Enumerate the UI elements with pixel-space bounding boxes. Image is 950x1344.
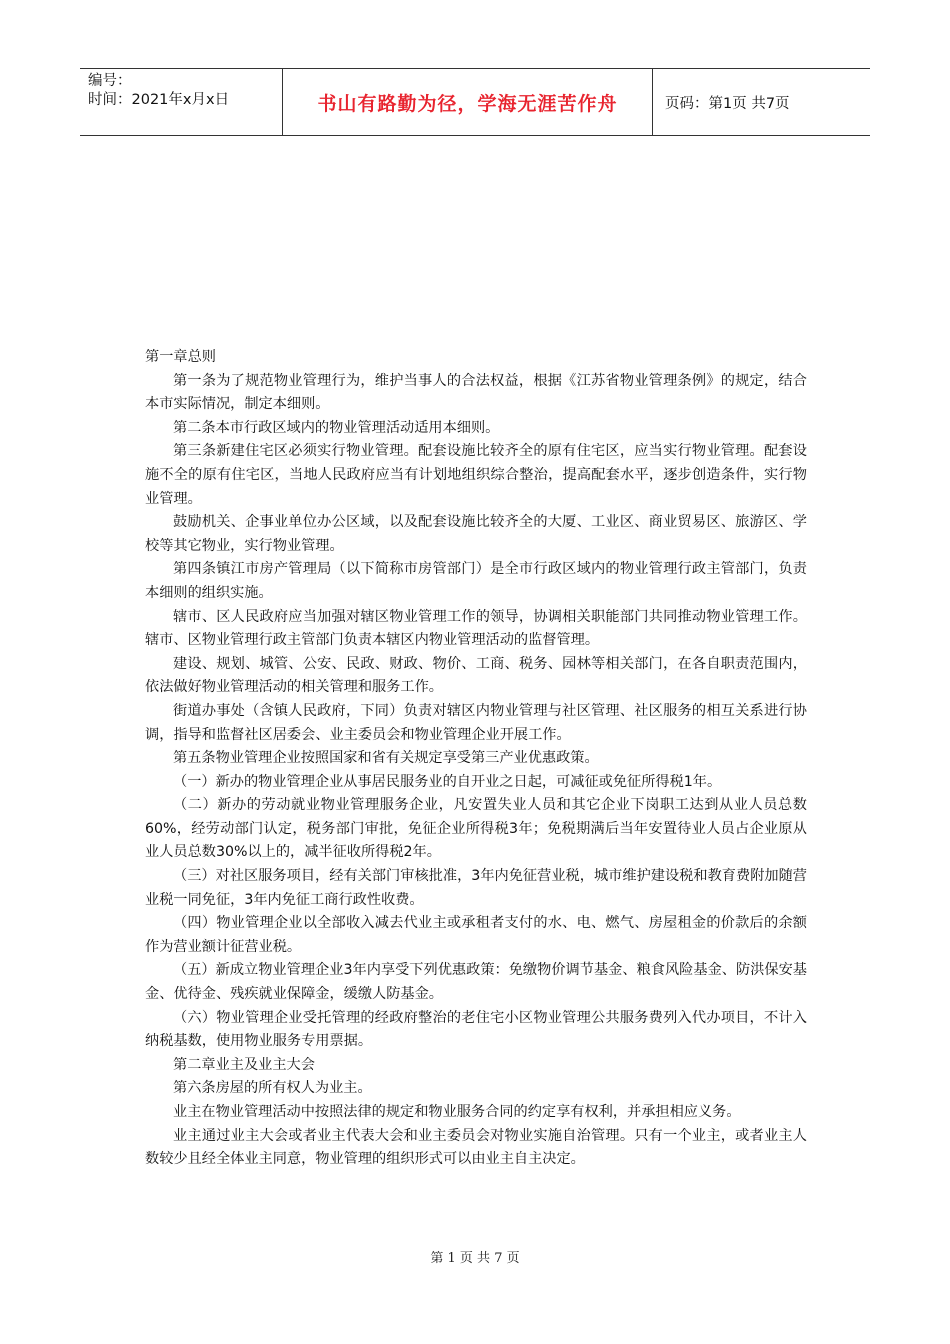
body-paragraph: 建设、规划、城管、公安、民政、财政、物价、工商、税务、园林等相关部门，在各自职责范围内，依法做好物业管理活动的相关管理和服务工作。 <box>145 655 807 696</box>
body-paragraph: 第二章业主及业主大会 <box>173 1056 315 1073</box>
body-paragraph: （二）新办的劳动就业物业管理服务企业，凡安置失业人员和其它企业下岗职工达到从业人员总数60%，经劳动部门认定，税务部门审批，免征企业所得税3年；免税期满后当年安置待业人员占企业原从业人员总数30%以上的，减半征收所得税2年。 <box>145 797 807 861</box>
body-paragraph: （三）对社区服务项目，经有关部门审核批准，3年内免征营业税，城市维护建设税和教育费附加随营业税一同免征，3年内免征工商行政性收费。 <box>145 868 807 908</box>
body-paragraph: 辖市、区人民政府应当加强对辖区物业管理工作的领导，协调相关职能部门共同推动物业管理工作。辖市、区物业管理行政主管部门负责本辖区内物业管理活动的监督管理。 <box>145 608 807 649</box>
body-paragraph: 第六条房屋的所有权人为业主。 <box>173 1080 372 1097</box>
page-header <box>80 68 870 136</box>
body-paragraph: （六）物业管理企业受托管理的经政府整治的老住宅小区物业管理公共服务费列入代办项目，不计入纳税基数，使用物业服务专用票据。 <box>145 1009 807 1050</box>
document-date: 时间：2021年x月x日 <box>88 92 230 108</box>
page-footer: 第 1 页 共 7 页 <box>430 1251 520 1266</box>
body-paragraph: 鼓励机关、企事业单位办公区域，以及配套设施比较齐全的大厦、工业区、商业贸易区、旅游区、学校等其它物业，实行物业管理。 <box>145 514 807 554</box>
body-paragraph: （一）新办的物业管理企业从事居民服务业的自开业之日起，可减征或免征所得税1年。 <box>173 773 722 790</box>
header-motto: 书山有路勤为径，学海无涯苦作舟 <box>283 69 653 135</box>
body-paragraph: 街道办事处（含镇人民政府，下同）负责对辖区内物业管理与社区管理、社区服务的相互关系进行协调，指导和监督社区居委会、业主委员会和物业管理企业开展工作。 <box>145 702 807 743</box>
header-meta <box>80 69 283 135</box>
body-paragraph: 业主通过业主大会或者业主代表大会和业主委员会对物业实施自治管理。只有一个业主，或者业主人数较少且经全体业主同意，物业管理的组织形式可以由业主自主决定。 <box>145 1127 807 1168</box>
document-number: 编号： <box>88 73 132 89</box>
body-paragraph: 第三条新建住宅区必须实行物业管理。配套设施比较齐全的原有住宅区，应当实行物业管理。配套设施不全的原有住宅区，当地人民政府应当有计划地组织综合整治，提高配套水平，逐步创造条件，实行物业管理。 <box>145 443 807 507</box>
body-paragraph: 第一章总则 <box>145 349 216 365</box>
body-paragraph: （四）物业管理企业以全部收入减去代业主或承租者支付的水、电、燃气、房屋租金的价款后的余额作为营业额计征营业税。 <box>145 915 807 955</box>
body-paragraph: 第二条本市行政区域内的物业管理活动适用本细则。 <box>173 419 500 436</box>
body-paragraph: 业主在物业管理活动中按照法律的规定和物业服务合同的约定享有权利，并承担相应义务。 <box>173 1104 741 1120</box>
header-page-info: 页码：第1页 共7页 <box>665 95 790 112</box>
document-body <box>145 346 807 1172</box>
body-paragraph: 第四条镇江市房产管理局（以下简称市房管部门）是全市行政区域内的物业管理行政主管部门，负责本细则的组织实施。 <box>145 561 807 601</box>
body-paragraph: （五）新成立物业管理企业3年内享受下列优惠政策：免缴物价调节基金、粮食风险基金、防洪保安基金、优待金、残疾就业保障金，缓缴人防基金。 <box>145 962 807 1003</box>
body-paragraph: 第五条物业管理企业按照国家和省有关规定享受第三产业优惠政策。 <box>173 750 599 767</box>
body-paragraph: 第一条为了规范物业管理行为，维护当事人的合法权益，根据《江苏省物业管理条例》的规定，结合本市实际情况，制定本细则。 <box>145 372 807 413</box>
